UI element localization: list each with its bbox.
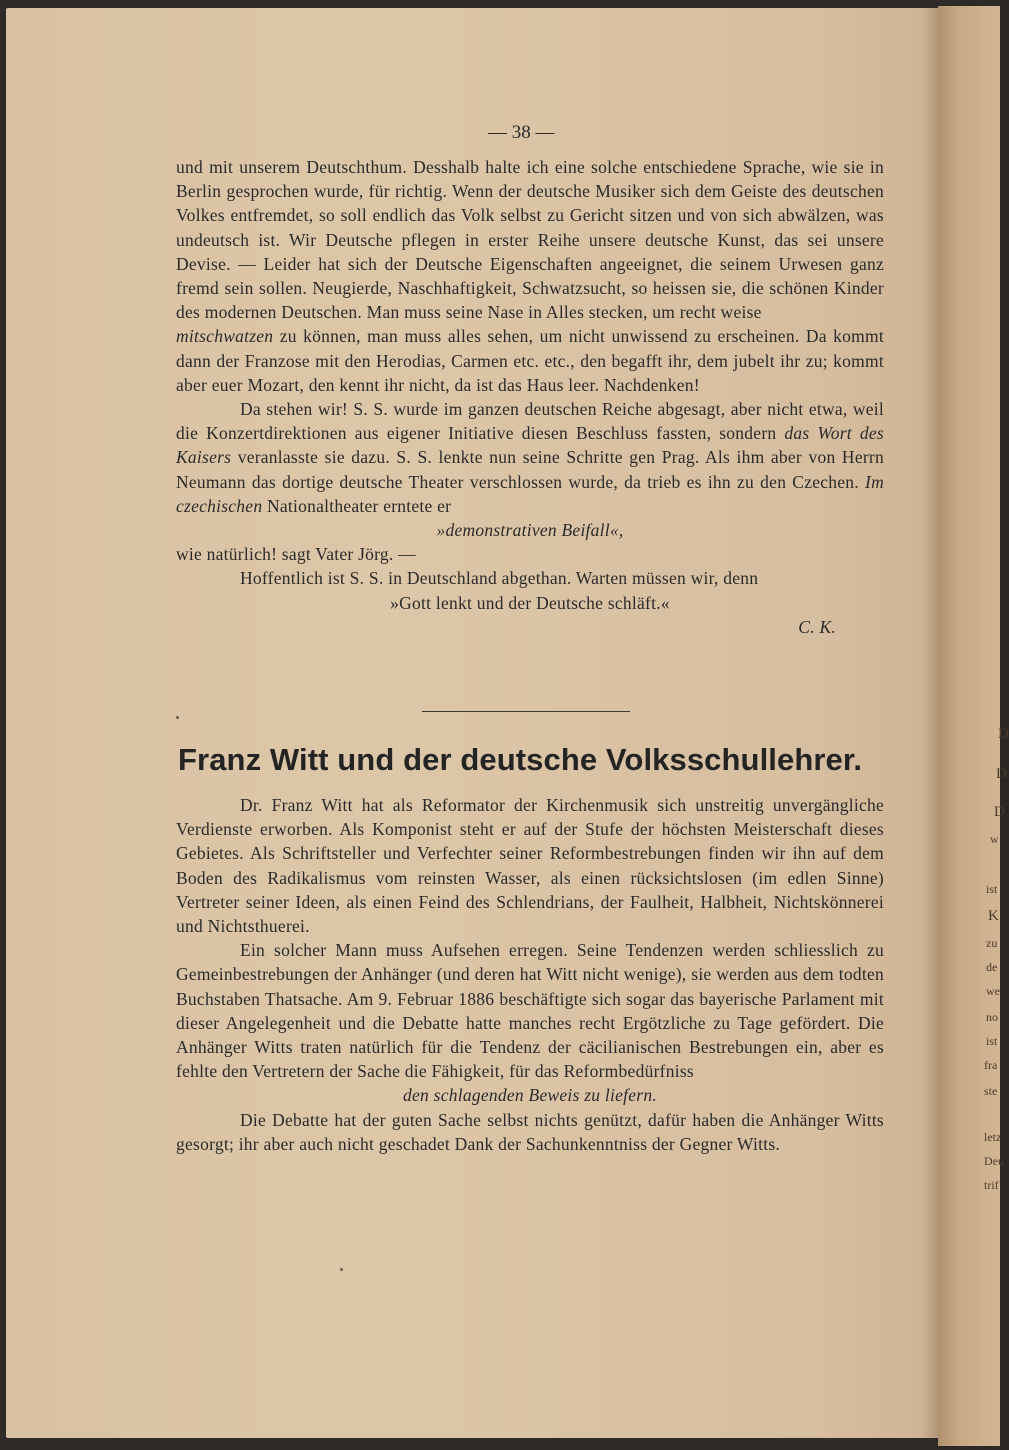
paragraph [176,155,884,397]
emphasis-text: mitschwatzen [176,326,274,347]
facing-fragment: letz [984,1130,1002,1144]
facing-fragment: no [986,1010,998,1024]
paragraph-text: Da stehen wir! S. S. wurde im ganzen deutschen Reiche abgesagt, aber nicht etwa, weil die Konzertdirektionen aus eigener Initiative diesen Beschluss fassten, sondern [176,399,884,444]
paragraph: Hoffentlich ist S. S. in Deutschland abgethan. Warten müssen wir, denn [240,568,759,589]
facing-fragment: ist [986,1034,998,1048]
facing-fragment: K [988,908,999,924]
quote-line: »Gott lenkt und der Deutsche schläft.« [390,592,670,613]
article-body [176,793,884,1156]
facing-fragment: Deu [984,1154,1004,1168]
facing-fragment: ste [984,1084,998,1098]
paragraph-text: zu können, man muss alles sehen, um nicht unwissend zu erscheinen. Da kommt dann der Franzose mit den Herodias, Carmen etc. etc., den begafft ihr, dem jubelt ihr zu; kommt aber euer Mozart, den kennt ihr nicht, da ist das Haus leer. Nachdenken! [176,326,884,395]
paragraph: Dr. Franz Witt hat als Reformator der Kirchenmusik sich unstreitig unvergängliche Verdienste erworben. Als Komponist steht er auf der Stufe der höchsten Meisterschaft dieses Gebietes. Als Schriftsteller und Verfechter seiner Reformbestrebungen finden wir ihn auf dem Boden des Radikalismus vom reinsten Wasser, als einen rücksichtslosen (im edlen Sinne) Vertreter seiner Ideen, als einen Feind des Schlendrians, der Faulheit, Halbheit, Nichtskönnerei und Nichtsthuerei. [176,795,884,937]
facing-fragment: D [994,804,1005,820]
facing-fragment: ist [986,882,998,896]
facing-fragment: trif [984,1178,999,1192]
article-continuation [176,155,884,639]
facing-fragment: D [998,726,1009,742]
emphasis-text: das Wort des Kaisers [176,423,884,468]
paragraph [176,397,884,518]
paragraph-text: Nationaltheater erntete er [262,495,452,516]
paragraph: Ein solcher Mann muss Aufsehen erregen. Seine Tendenzen werden schliesslich zu Gemeinbestrebungen der Anhänger (und deren hat Witt nicht wenige), sie werden aus dem todten Buchstaben Thatsache. Am 9. Februar 1886 beschäftigte sich sogar das bayerische Parlament mit dieser Angelegenheit und die Debatte hatte manches recht Ergötzliche zu Tage gefördert. Die Anhänger Witts traten natürlich für die Tendenz der cäcilianischen Bestrebungen ein, aber es fehlte den Vertretern der Sache die Fähigkeit, für das Reformbedürfniss [176,940,884,1082]
author-signature: C. K. [798,616,836,637]
facing-page-edge [938,6,1009,1446]
article-heading: Franz Witt und der deutsche Volksschullehrer. [178,742,863,777]
paragraph: Die Debatte hat der guten Sache selbst nichts genützt, dafür haben die Anhänger Witts gesorgt; ihr aber auch nicht geschadet Dank der Sachunkenntniss der Gegner Witts. [176,1109,884,1154]
facing-fragment: D [996,766,1007,782]
facing-fragment: zu [986,936,998,950]
facing-fragment: fra [984,1058,998,1072]
facing-fragment: de [986,960,998,974]
paragraph-text: und mit unserem Deutschthum. Desshalb halte ich eine solche entschiedene Sprache, wie sie in Berlin gesprochen wurde, für richtig. Wenn der deutsche Musiker sich dem Geiste des deutschen Volkes entfremdet, so soll endlich das Volk selbst zu Gericht sitzen und von sich abwälzen, was undeutsch ist. Wir Deutsche pflegen in erster Reihe unsere deutsche Kunst, das sei unsere Devise. — Leider hat sich der Deutsche Eigenschaften angeeignet, die seinem Urwesen ganz fremd sein sollen. Neugierde, Naschhaftigkeit, Schwatzsucht, so heissen sie, die schönen Kinder des modernen Deutschen. Man muss seine Nase in Alles stecken, um recht weise [176,157,884,323]
paper-speck [340,1268,343,1271]
section-divider [422,711,630,712]
paragraph-text: veranlasste sie dazu. S. S. lenkte nun seine Schritte gen Prag. Als ihm aber von Herrn Neumann das dortige deutsche Theater verschlossen wurde, da trieb es ihn zu den Czechen. [176,447,884,492]
emphasis-text: Im czechischen [176,471,884,516]
quote-line: »demonstrativen Beifall«, [436,520,624,541]
page-number: — 38 — [488,122,555,143]
facing-fragment: w [990,832,999,846]
paper-speck [176,716,179,719]
facing-fragment: we [986,984,1000,998]
emphasis-line: den schlagenden Beweis zu liefern. [403,1085,657,1106]
paragraph: wie natürlich! sagt Vater Jörg. — [176,544,416,565]
